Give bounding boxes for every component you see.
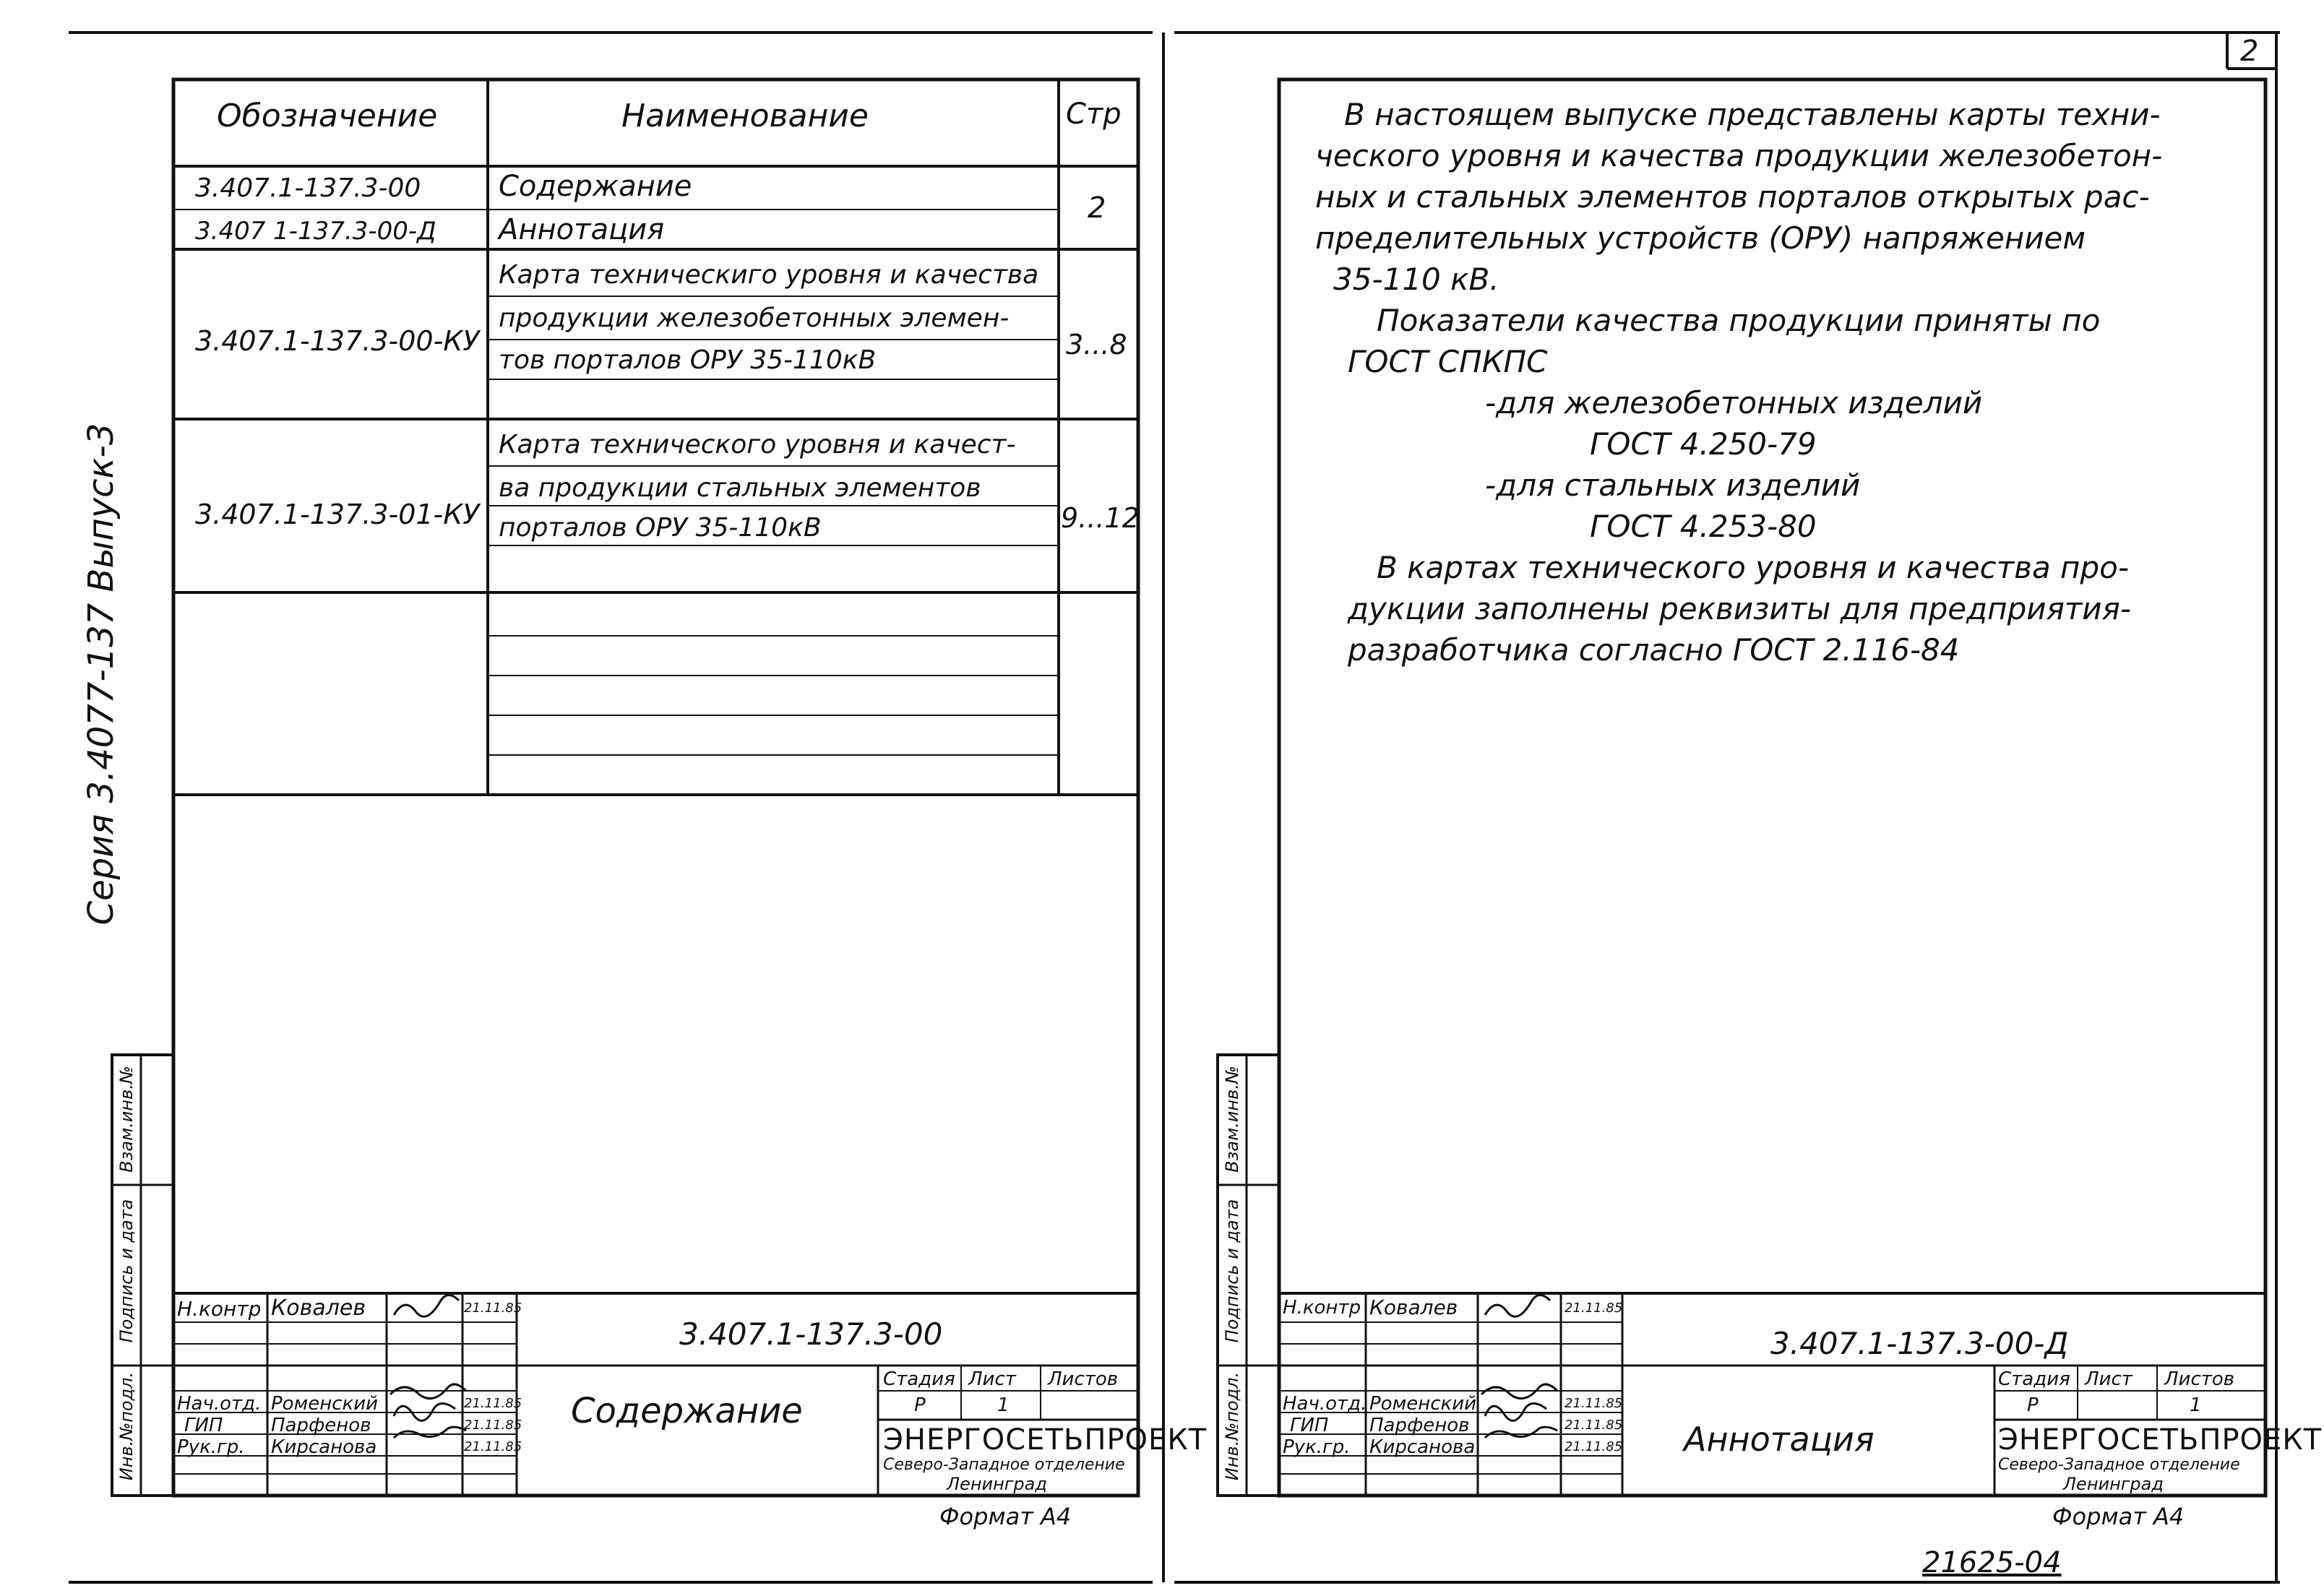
side-sign-date: Подпись и дата [1222,1199,1242,1343]
stamp-date: 21.11.85 [464,1439,522,1454]
side-replace-inv: Взам.инв.№ [116,1066,137,1173]
row-page: 3...8 [1066,329,1127,361]
annotation-line: В настоящем выпуске представлены карты техни- [1344,97,2161,132]
annotation-line: ных и стальных элементов порталов открытых рас- [1315,179,2150,215]
stamp-sheets-label: Листов [2164,1368,2235,1390]
row-name: Карта техническиго уровня и качества [499,260,1039,290]
stamp-date: 21.11.85 [464,1418,522,1433]
series-side-label: Серия 3.4077-137 Выпуск-3 [81,423,121,926]
row-name: ва продукции стальных элементов [499,473,981,503]
stamp-date: 21.11.85 [464,1300,522,1316]
stamp-stage: Р [2027,1394,2039,1416]
annotation-line: ГОСТ 4.253-80 [1590,509,1817,544]
stamp-person: Роменский [1369,1393,1476,1415]
stamp-person: Роменский [271,1393,378,1415]
row-name: Содержание [499,170,692,203]
stamp-role: Нач.отд. [177,1393,262,1415]
stamp-date: 21.11.85 [1565,1396,1623,1411]
header-name: Наименование [621,98,869,134]
annotation-line: -для стальных изделий [1485,467,1861,503]
annotation-line: разработчика согласно ГОСТ 2.116-84 [1348,632,1960,668]
stamp-role: Рук.гр. [1283,1436,1351,1458]
annotation-line: -для железобетонных изделий [1485,385,1983,420]
annotation-line: ческого уровня и качества продукции железобетон- [1315,138,2163,173]
row-page: 9...12 [1061,502,1140,534]
annotation-text [1315,94,2255,670]
row-designation: 3.407.1-137.3-01-КУ [195,499,480,530]
side-replace-inv: Взам.инв.№ [1222,1066,1242,1173]
stamp-title: Содержание [571,1391,803,1431]
side-inv-orig: Инв.№подл. [1222,1371,1242,1481]
format-label: Формат А4 [2052,1503,2185,1530]
stamp-date: 21.11.85 [1565,1418,1623,1433]
stamp-person: Ковалев [1369,1295,1458,1319]
stamp-date: 21.11.85 [1565,1439,1623,1454]
row-name: Карта технического уровня и качест- [499,430,1016,460]
stamp-person: Кирсанова [271,1436,377,1458]
stamp-date: 21.11.85 [1565,1300,1623,1316]
stamp-org-city: Ленинград [947,1474,1047,1494]
annotation-line: пределительных устройств (ОРУ) напряжением [1315,220,2086,256]
stamp-stage-label: Стадия [1998,1368,2070,1390]
row-name: тов порталов ОРУ 35-110кВ [499,345,877,375]
row-name: порталов ОРУ 35-110кВ [499,513,822,543]
stamp-doc-code: 3.407.1-137.3-00 [679,1316,943,1352]
format-label: Формат А4 [939,1503,1072,1530]
stamp-person: Кирсанова [1369,1436,1476,1458]
stamp-sheet: 1 [997,1394,1010,1416]
stamp-org-name: ЭНЕРГОСЕТЬПРОЕКТ [1998,1423,2323,1457]
stamp-sheets-label: Листов [1048,1368,1119,1390]
row-name: Аннотация [499,213,665,246]
stamp-person: Ковалев [271,1295,366,1321]
sheet-number: 21625-04 [1922,1546,2062,1579]
stamp-date: 21.11.85 [464,1396,522,1411]
header-page: Стр [1066,98,1122,131]
annotation-line: Показатели качества продукции приняты по [1377,303,2101,338]
page-number: 2 [2240,35,2259,68]
row-designation: 3.407 1-137.3-00-Д [195,217,436,246]
annotation-line: ГОСТ 4.250-79 [1590,426,1817,462]
stamp-role: Н.контр [1283,1297,1361,1319]
stamp-role: Рук.гр. [177,1436,245,1458]
side-inv-orig: Инв.№подл. [116,1371,137,1481]
stamp-title: Аннотация [1684,1420,1875,1459]
annotation-line: 35-110 кВ. [1333,262,1499,297]
stamp-role: ГИП [184,1415,223,1436]
stamp-stage: Р [914,1394,926,1416]
row-designation: 3.407.1-137.3-00-КУ [195,325,480,357]
annotation-line: ГОСТ СПКПС [1348,344,1548,379]
stamp-doc-code: 3.407.1-137.3-00-Д [1770,1326,2069,1361]
annotation-line: В картах технического уровня и качества про- [1377,550,2129,585]
stamp-person: Парфенов [1369,1415,1470,1436]
row-page: 2 [1088,191,1106,225]
header-designation: Обозначение [217,98,438,134]
stamp-sheet: 1 [2190,1394,2202,1416]
stamp-org-name: ЭНЕРГОСЕТЬПРОЕКТ [883,1423,1208,1457]
stamp-role: ГИП [1290,1415,1329,1436]
stamp-org-sub: Северо-Западное отделение [883,1456,1125,1474]
stamp-sheet-label: Лист [2085,1368,2133,1390]
row-name: продукции железобетонных элемен- [499,303,1010,333]
stamp-sheet-label: Лист [968,1368,1016,1390]
stamp-org-sub: Северо-Западное отделение [1998,1456,2240,1474]
annotation-line: дукции заполнены реквизиты для предприятия- [1348,591,2132,626]
stamp-person: Парфенов [271,1415,371,1436]
stamp-role: Н.контр [177,1297,262,1321]
row-designation: 3.407.1-137.3-00 [195,173,421,203]
side-sign-date: Подпись и дата [116,1199,137,1343]
stamp-role: Нач.отд. [1283,1393,1367,1415]
stamp-stage-label: Стадия [883,1368,955,1390]
stamp-org-city: Ленинград [2063,1474,2164,1494]
